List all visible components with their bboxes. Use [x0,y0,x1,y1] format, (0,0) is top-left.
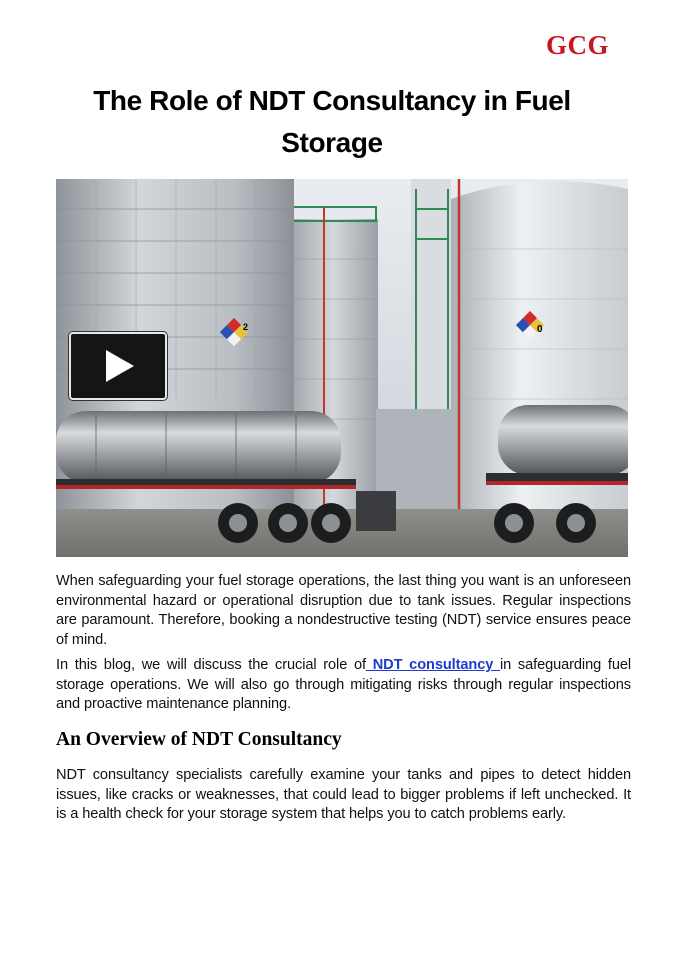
page-title: The Role of NDT Consultancy in Fuel Storage [93,85,571,158]
paragraph-text-after-link: in safeguarding fuel storage operations. We will also go through mitigating risks through regular inspections and proactive maintenance planning. [56,657,631,712]
ndt-consultancy-link[interactable]: NDT consultancy [365,657,500,673]
overview-paragraph: NDT consultancy specialists carefully examine your tanks and pipes to detect hidden issues, like cracks or weaknesses, that could lead to bigger problems if left unchecked. It is a health check for your storage system that helps you to catch problems early. [56,767,631,822]
hazard-number-left: 2 [243,322,249,332]
blog-intro-paragraph [56,656,631,715]
gcg-logo: GCG [546,30,610,60]
intro-paragraph: When safeguarding your fuel storage operations, the last thing you want is an unforeseen environmental hazard or operational disruption due to tank issues. Regular inspections are paramount. Therefore, booking a nondestructive testing (NDT) service ensures peace of mind. [56,573,631,648]
paragraph-text-before-link: In this blog, we will discuss the crucial role of [56,657,366,673]
hazard-number-right: 0 [537,324,543,335]
hero-image [56,179,628,557]
video-play-button[interactable] [69,332,167,400]
section-heading: An Overview of NDT Consultancy [56,729,342,750]
play-icon [106,350,134,382]
